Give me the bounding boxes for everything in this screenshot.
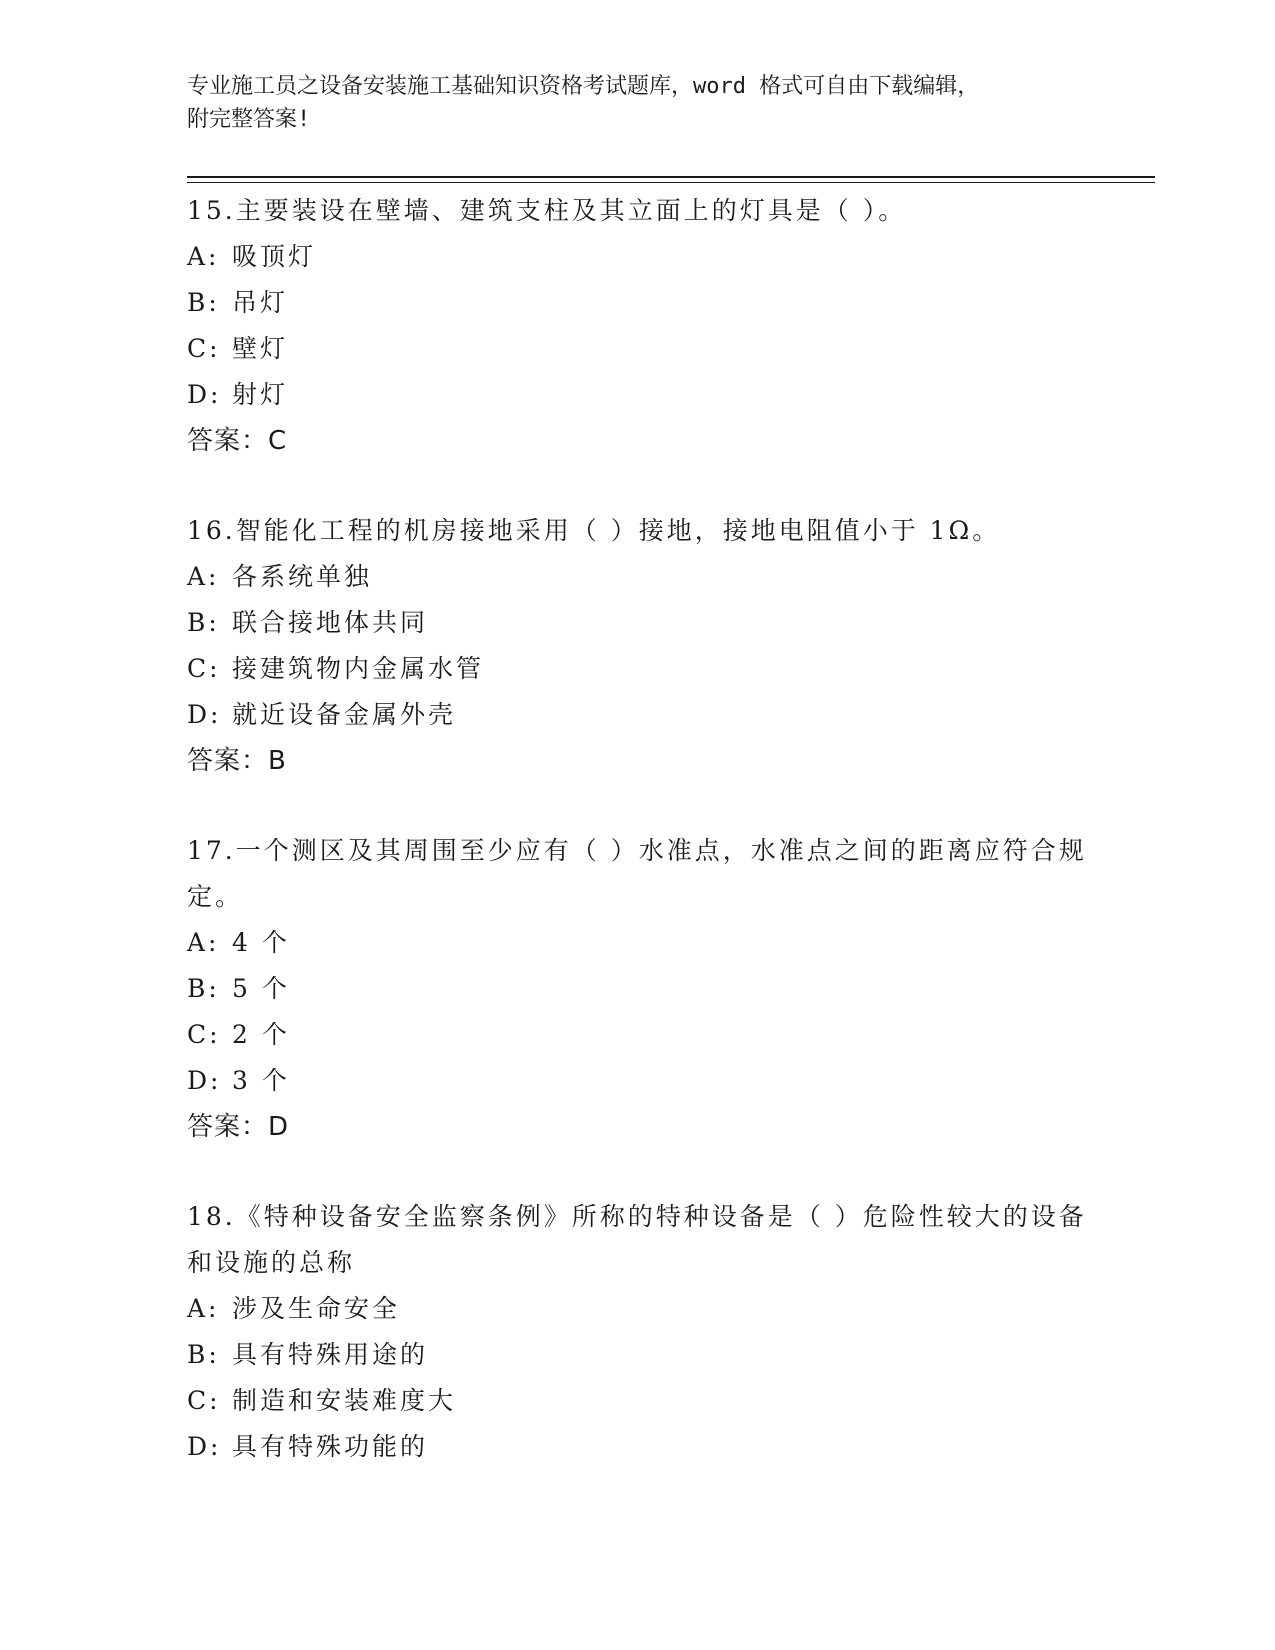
option-a — [187, 234, 1087, 280]
question-gap — [187, 1150, 1087, 1194]
option-text: 射灯 — [232, 380, 289, 409]
question-gap — [187, 464, 1087, 508]
question-list — [187, 188, 1087, 1470]
option-a — [187, 1286, 1087, 1332]
option-a — [187, 554, 1087, 600]
question-18 — [187, 1194, 1087, 1470]
option-text: 2 个 — [232, 1020, 290, 1049]
question-16 — [187, 508, 1087, 784]
option-d — [187, 372, 1087, 418]
option-letter: D: — [187, 1066, 222, 1095]
option-b — [187, 1332, 1087, 1378]
option-c — [187, 326, 1087, 372]
header-line-2: 附完整答案! — [187, 107, 311, 132]
answer-line: 答案：D — [187, 1112, 290, 1142]
option-text: 就近设备金属外壳 — [232, 700, 457, 729]
question-15 — [187, 188, 1087, 464]
option-letter: B: — [187, 974, 220, 1003]
option-letter: C: — [187, 334, 221, 363]
option-c — [187, 1012, 1087, 1058]
option-letter: D: — [187, 700, 222, 729]
option-letter: A: — [187, 1294, 220, 1323]
option-b — [187, 280, 1087, 326]
option-text: 接建筑物内金属水管 — [232, 654, 485, 683]
option-a — [187, 920, 1087, 966]
question-gap — [187, 784, 1087, 828]
option-letter: A: — [187, 242, 220, 271]
option-b — [187, 966, 1087, 1012]
option-letter: B: — [187, 1340, 220, 1369]
option-text: 吸顶灯 — [232, 242, 317, 271]
option-letter: C: — [187, 1020, 221, 1049]
option-text: 制造和安装难度大 — [232, 1386, 457, 1415]
option-c — [187, 1378, 1087, 1424]
option-text: 3 个 — [232, 1066, 290, 1095]
option-letter: D: — [187, 380, 222, 409]
header-divider-thick — [187, 176, 1155, 178]
option-letter: B: — [187, 608, 220, 637]
option-text: 联合接地体共同 — [232, 608, 429, 637]
option-d — [187, 1424, 1087, 1470]
option-text: 具有特殊用途的 — [232, 1340, 429, 1369]
answer-line: 答案：B — [187, 746, 287, 776]
option-text: 涉及生命安全 — [232, 1294, 401, 1323]
question-text: 18.《特种设备安全监察条例》所称的特种设备是（ ）危险性较大的设备和设施的总称 — [187, 1202, 1087, 1277]
header-divider-thin — [187, 182, 1155, 183]
option-letter: B: — [187, 288, 220, 317]
option-letter: A: — [187, 562, 220, 591]
question-text: 15.主要装设在壁墙、建筑支柱及其立面上的灯具是（ ）。 — [187, 196, 907, 225]
option-letter: A: — [187, 928, 220, 957]
option-text: 5 个 — [232, 974, 290, 1003]
document-header — [187, 70, 1087, 136]
option-b — [187, 600, 1087, 646]
option-letter: C: — [187, 1386, 221, 1415]
question-text: 17.一个测区及其周围至少应有（ ）水准点，水准点之间的距离应符合规定。 — [187, 836, 1087, 911]
option-letter: D: — [187, 1432, 222, 1461]
option-text: 具有特殊功能的 — [232, 1432, 429, 1461]
answer-line: 答案：C — [187, 426, 288, 456]
option-text: 4 个 — [232, 928, 290, 957]
header-line-1: 专业施工员之设备安装施工基础知识资格考试题库，word 格式可自由下载编辑， — [187, 74, 980, 99]
option-c — [187, 646, 1087, 692]
option-text: 壁灯 — [232, 334, 289, 363]
option-d — [187, 692, 1087, 738]
question-text: 16.智能化工程的机房接地采用（ ）接地，接地电阻值小于 1Ω。 — [187, 516, 1001, 545]
option-text: 各系统单独 — [232, 562, 373, 591]
question-17 — [187, 828, 1087, 1150]
option-d — [187, 1058, 1087, 1104]
option-text: 吊灯 — [232, 288, 289, 317]
option-letter: C: — [187, 654, 221, 683]
